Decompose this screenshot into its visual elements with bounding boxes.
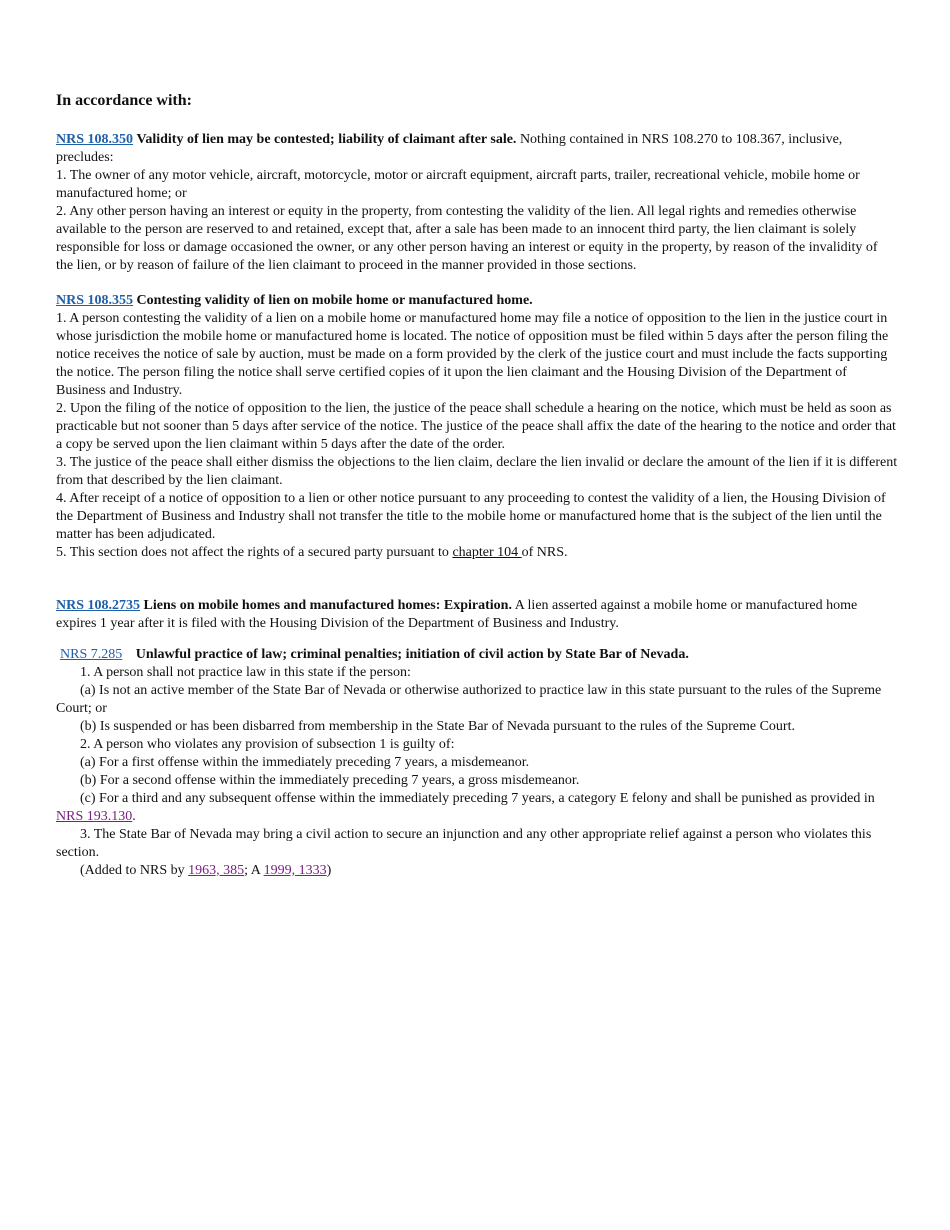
- section-text: [56, 597, 898, 633]
- paragraph-2: 2. Upon the filing of the notice of opposition to the lien, the justice of the peace shall schedule a hearing on the notice, which must be held as soon as practicable but not sooner than 5 days after service of the notice. The justice of the peace shall affix the date of the hearing to the notice and order that a copy be served upon the lien claimant within 5 days after the date of the order.: [56, 401, 896, 452]
- subsection-2a: (a) For a first offense within the immediately preceding 7 years, a misdemeanor.: [80, 755, 530, 770]
- section-header-line: [56, 292, 898, 310]
- subsection-1b: (b) Is suspended or has been disbarred from membership in the State Bar of Nevada pursuant to the rules of the Supreme Court.: [80, 719, 795, 734]
- section-nrs-108-350: [56, 131, 898, 275]
- nrs-7-285-link[interactable]: NRS 7.285: [60, 647, 123, 662]
- paragraph-1: 1. The owner of any motor vehicle, aircraft, motorcycle, motor or aircraft equipment, aircraft parts, trailer, recreational vehicle, mobile home or manufactured home; or: [56, 168, 860, 201]
- subsection-3: 3. The State Bar of Nevada may bring a civil action to secure an injunction and any other appropriate relief against a person who violates this section.: [56, 827, 872, 860]
- nrs-193-130-link[interactable]: NRS 193.130: [56, 809, 133, 824]
- section-body: A lien asserted against a mobile home or manufactured home expires 1 year after it is filed with the Housing Division of the Department of Business and Industry.: [56, 598, 858, 631]
- subsection-1: 1. A person shall not practice law in this state if the person:: [80, 665, 411, 680]
- history-suffix: ): [326, 863, 332, 878]
- paragraph-4: 4. After receipt of a notice of opposition to a lien or other notice pursuant to any proceeding to contest the validity of a lien, the Housing Division of the Department of Business and Industry shall not transfer the title to the mobile home or manufactured home that is the subject of the lien until the matter has been adjudicated.: [56, 491, 886, 542]
- section-title: Contesting validity of lien on mobile home or manufactured home.: [136, 293, 533, 308]
- paragraph-2: 2. Any other person having an interest or equity in the property, from contesting the validity of the lien. All legal rights and remedies otherwise available to the person are reserved to and retained, except that, after a sale has been made to an innocent third party, the lien claimant is solely responsible for loss or damage occasioned the owner, or any other person having an interest or equity in the property, by reason of the invalidity of the lien, or by reason of failure of the lien claimant to proceed in the manner provided in those sections.: [56, 204, 878, 273]
- page-heading: In accordance with:: [56, 92, 192, 109]
- paragraph-3: 3. The justice of the peace shall either dismiss the objections to the lien claim, declare the lien invalid or declare the amount of the lien if it is different from that described by the lien claimant.: [56, 455, 898, 488]
- nrs-108-2735-link[interactable]: NRS 108.2735: [56, 598, 141, 613]
- paragraph-1: 1. A person contesting the validity of a lien on a mobile home or manufactured home may file a notice of opposition to the lien in the justice court in whose jurisdiction the mobile home or manufactured home is located. The notice of opposition must be filed within 5 days after the person filing the notice receives the notice of sale by auction, must be made on a form provided by the clerk of the justice court and must include the facts supporting the notice. The person filing the notice shall serve certified copies of it upon the lien claimant and the Housing Division of the Department of Business and Industry.: [56, 311, 889, 398]
- paragraph-5: [56, 544, 898, 562]
- section-nrs-7-285: [56, 646, 898, 880]
- subsection-2c-text: (c) For a third and any subsequent offense within the immediately preceding 7 years, a category E felony and shall be punished as provided in: [80, 791, 875, 806]
- section-nrs-108-2735: [56, 597, 898, 633]
- section-title: Liens on mobile homes and manufactured homes: Expiration.: [143, 598, 512, 613]
- subsection-1a: (a) Is not an active member of the State Bar of Nevada or otherwise authorized to practice law in this state pursuant to the rules of the Supreme Court; or: [56, 683, 882, 716]
- history-link-1963[interactable]: 1963, 385: [188, 863, 245, 878]
- nrs-108-355-link[interactable]: NRS 108.355: [56, 293, 134, 308]
- subsection-2c-tail: .: [132, 809, 136, 824]
- chapter-104-link[interactable]: chapter 104: [452, 545, 522, 560]
- section-header-line: [56, 646, 898, 664]
- subsection-2c: [56, 790, 898, 826]
- nrs-108-350-link[interactable]: NRS 108.350: [56, 132, 134, 147]
- section-nrs-108-355: [56, 292, 898, 562]
- paragraph-5-text: 5. This section does not affect the rights of a secured party pursuant to: [56, 545, 453, 560]
- section-intro: Nothing contained in NRS 108.270 to 108.367, inclusive, precludes:: [56, 132, 843, 165]
- subsection-2: 2. A person who violates any provision of subsection 1 is guilty of:: [80, 737, 455, 752]
- section-title: Validity of lien may be contested; liability of claimant after sale.: [136, 132, 517, 147]
- history-note: [56, 862, 898, 880]
- history-prefix: (Added to NRS by: [80, 863, 189, 878]
- section-title: Unlawful practice of law; criminal penalties; initiation of civil action by State Bar of Nevada.: [135, 647, 689, 662]
- subsection-2b: (b) For a second offense within the immediately preceding 7 years, a gross misdemeanor.: [80, 773, 580, 788]
- history-mid: ; A: [244, 863, 264, 878]
- paragraph-5-tail: of NRS.: [521, 545, 568, 560]
- history-link-1999[interactable]: 1999, 1333: [263, 863, 327, 878]
- section-intro-line: [56, 131, 898, 167]
